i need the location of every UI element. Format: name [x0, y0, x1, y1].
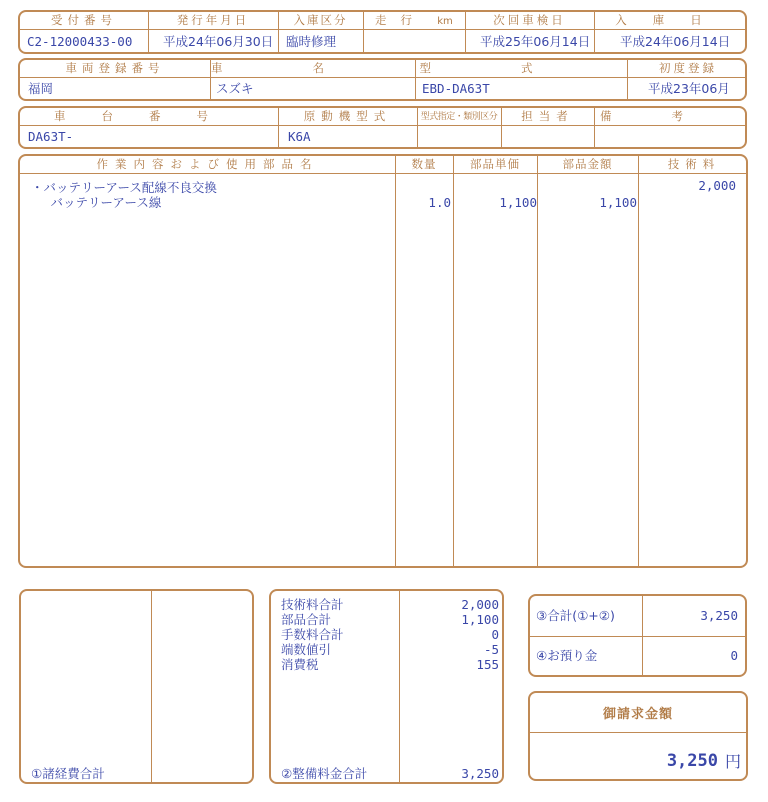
first-registration-value: 平成23年06月	[648, 81, 730, 96]
header-quantity: 数量	[411, 157, 437, 171]
maintenance-total-label: ②整備料金合計	[281, 766, 368, 781]
total-label: ③合計(①+②)	[536, 608, 615, 623]
header-staff: 担当者	[521, 109, 574, 123]
consumption-tax-value: 155	[476, 657, 499, 672]
header-entry-type: 入庫区分	[293, 13, 348, 27]
tech-fee-total-label: 技術料合計	[281, 597, 344, 612]
header-km-unit: km	[437, 16, 453, 27]
parts-total-label: 部品合計	[281, 612, 332, 627]
deposit-value: 0	[730, 648, 738, 663]
header-registration-no: 車両登録番号	[65, 61, 165, 75]
header-vehicle-name: 車名	[211, 61, 414, 75]
header-tech-fee: 技術料	[667, 157, 721, 171]
header-unit-price: 部品単価	[470, 157, 520, 171]
header-model: 型式	[419, 61, 623, 75]
header-remarks: 備考	[600, 109, 743, 123]
work-items-table	[18, 154, 748, 568]
header-designation: 型式指定・類別区分	[420, 112, 498, 122]
item-unit-price: 1,100	[499, 195, 537, 210]
header-engine-model: 原動機型式	[303, 109, 392, 123]
parts-total-value: 1,100	[461, 612, 499, 627]
fee-total-label: 手数料合計	[281, 627, 344, 642]
chassis-no-value: DA63T-	[28, 129, 74, 144]
vehicle-info-box	[18, 58, 747, 101]
rounding-discount-label: 端数値引	[281, 642, 332, 657]
invoice-label: 御請求金額	[602, 707, 673, 722]
deposit-label: ④お預り金	[536, 648, 598, 663]
item-tech-fee: 2,000	[698, 178, 736, 193]
header-next-inspection: 次回車検日	[493, 13, 566, 27]
vehicle-name-value: スズキ	[216, 81, 254, 96]
consumption-tax-label: 消費税	[281, 657, 319, 672]
registration-no-value: 福岡	[28, 81, 54, 96]
header-mileage: 走行	[375, 13, 426, 27]
item-amount: 1,100	[599, 195, 637, 210]
tech-fee-total-value: 2,000	[461, 597, 499, 612]
total-box	[528, 594, 747, 677]
item-qty: 1.0	[428, 195, 451, 210]
header-issue-date: 発行年月日	[176, 13, 250, 27]
currency-yen: 円	[725, 752, 742, 771]
rounding-discount-value: -5	[483, 642, 499, 657]
header-work-description: 作業内容および使用部品名	[96, 157, 319, 171]
reception-info-box	[18, 10, 747, 54]
header-chassis-no: 車台番号	[54, 109, 244, 123]
invoice-value: 3,250	[666, 751, 718, 771]
expenses-total-label: ①諸経費合計	[31, 766, 105, 781]
total-value: 3,250	[700, 608, 738, 623]
engine-model-value: K6A	[288, 129, 311, 144]
maintenance-total-value: 3,250	[461, 766, 499, 781]
next-inspection-value: 平成25年06月14日	[480, 34, 591, 49]
maintenance-box	[269, 589, 504, 784]
chassis-info-box	[18, 106, 747, 149]
fee-total-value: 0	[491, 627, 499, 642]
entry-type-value: 臨時修理	[286, 34, 337, 49]
entry-date-value: 平成24年06月14日	[620, 34, 731, 49]
header-reception-no: 受付番号	[51, 13, 117, 27]
item-desc: バッテリーアース線	[38, 195, 162, 210]
issue-date-value: 平成24年06月30日	[163, 34, 274, 49]
header-first-registration: 初度登録	[659, 61, 717, 75]
invoice-box	[528, 691, 748, 781]
reception-no-value: C2-12000433-00	[27, 34, 133, 49]
header-parts-amount: 部品金額	[562, 157, 613, 171]
model-value: EBD-DA63T	[422, 81, 490, 96]
item-desc: ・バッテリーアース配線不良交換	[31, 180, 217, 195]
header-entry-date: 入庫日	[615, 13, 728, 27]
expenses-box	[19, 589, 254, 784]
